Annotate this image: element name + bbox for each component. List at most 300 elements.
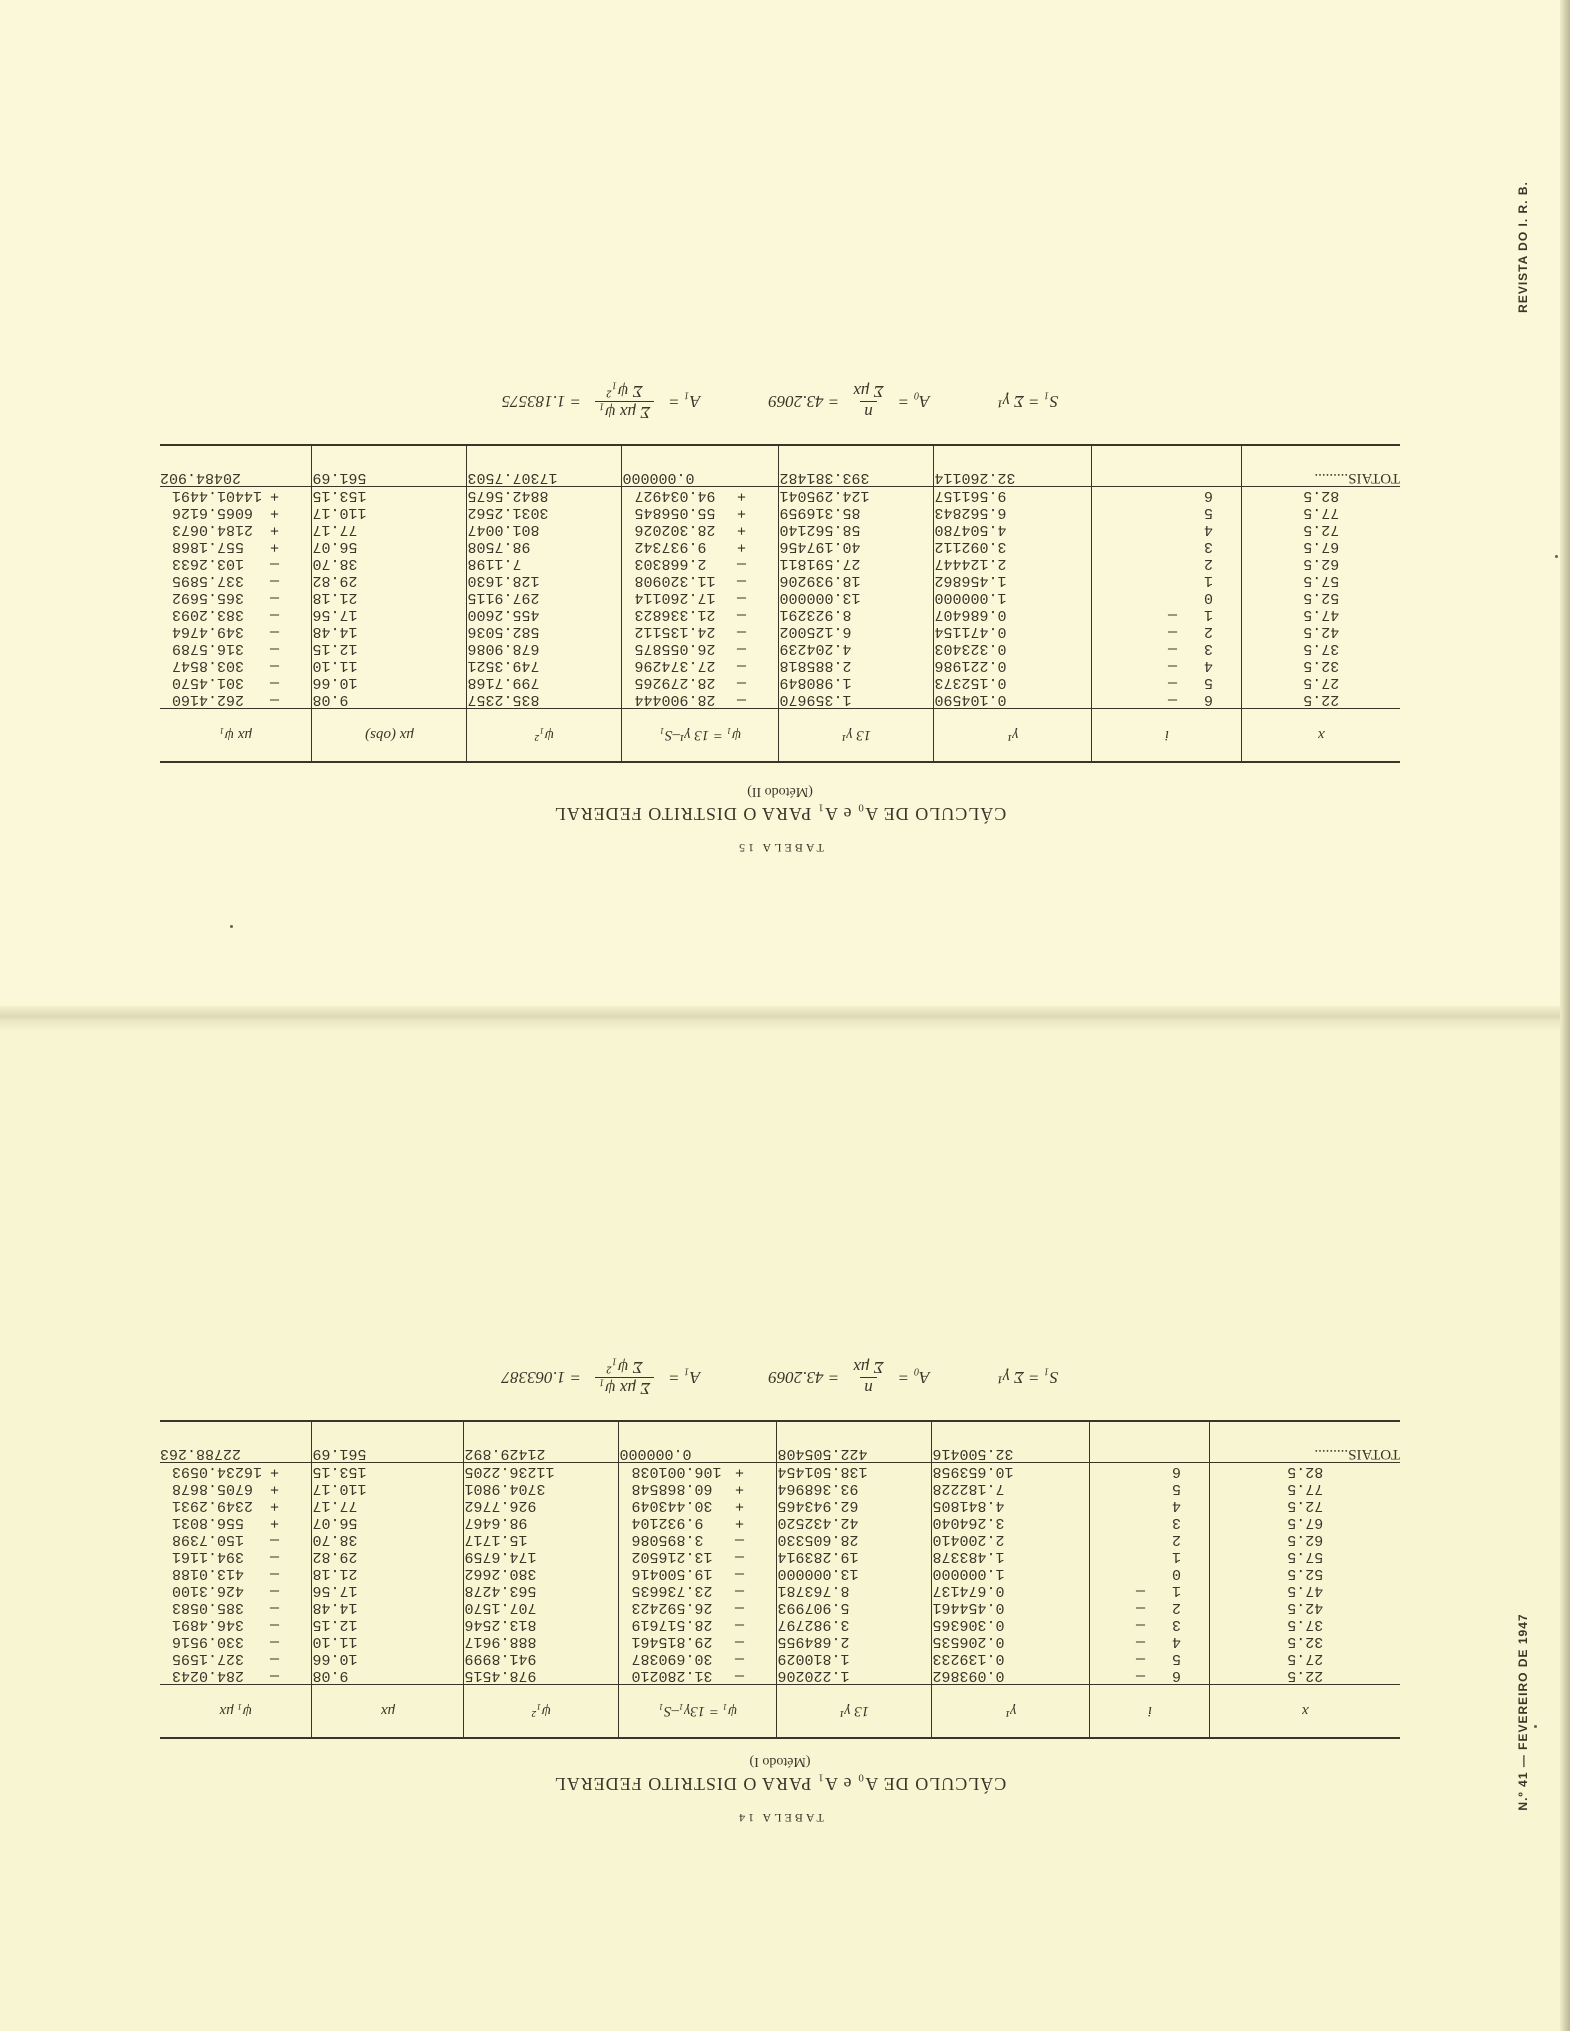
i-value: 6 — [1204, 487, 1214, 504]
sign-mark: — — [737, 589, 747, 606]
signed-value: 316.5789 — [172, 640, 245, 657]
i-cell — [1093, 487, 1242, 504]
signed-cell — [620, 1514, 777, 1531]
table-cell: 978.4515 — [464, 1667, 537, 1684]
a0-label: A₀ = — [897, 392, 930, 412]
i-value: 6 — [1172, 1667, 1182, 1684]
i-value: 2 — [1204, 555, 1214, 572]
column-header: ψ₁ μx — [160, 1685, 312, 1739]
column-header: i — [1092, 709, 1242, 763]
sign-mark: — — [735, 1531, 745, 1548]
table-cell: 13.000000 — [777, 1565, 859, 1582]
header-row — [160, 709, 1400, 763]
totals-empty-cell — [1092, 445, 1242, 487]
table-cell: 0.674137 — [932, 1582, 1005, 1599]
signed-cell — [160, 1633, 312, 1650]
signed-cell — [160, 1514, 312, 1531]
i-cell — [1091, 1497, 1210, 1514]
sign-mark: + — [737, 538, 747, 555]
i-cell — [1091, 1616, 1210, 1633]
psi2-column — [464, 1463, 619, 1685]
i-sign — [1166, 589, 1180, 606]
sign-mark: — — [270, 1667, 280, 1684]
signed-value: 17.260114 — [634, 589, 716, 606]
a1-value: = 1.183575 — [501, 392, 582, 412]
table-cell: 29.82 — [312, 1548, 358, 1565]
signed-cell — [160, 1531, 312, 1548]
table-cell: 77.5 — [1287, 1480, 1324, 1497]
table-cell: 0.104590 — [934, 691, 1007, 708]
i-sign — [1166, 521, 1180, 538]
table-cell: 835.2357 — [467, 691, 540, 708]
table-cell: 38.70 — [312, 555, 358, 572]
sign-mark: — — [735, 1582, 745, 1599]
table-cell: 297.9115 — [467, 589, 540, 606]
sign-mark: — — [735, 1616, 745, 1633]
table-cell: 2.684955 — [777, 1633, 850, 1650]
i-sign — [1166, 572, 1180, 589]
table-cell: 0.686407 — [934, 606, 1007, 623]
table-cell: 0.093862 — [932, 1667, 1005, 1684]
i-sign: — — [1168, 657, 1178, 674]
signed-cell — [620, 1650, 777, 1667]
a0-value: = 43.2069 — [768, 392, 840, 412]
signed-cell — [160, 1463, 312, 1480]
signed-value: 330.9516 — [172, 1633, 245, 1650]
table-cell: 11236.2205 — [464, 1463, 555, 1480]
x-column — [1242, 487, 1400, 709]
i-sign — [1166, 487, 1180, 504]
signed-cell — [160, 1667, 312, 1684]
table-cell: 941.8999 — [464, 1650, 537, 1667]
table-cell: 13.000000 — [779, 589, 861, 606]
sign-mark: + — [735, 1514, 745, 1531]
signed-cell — [623, 640, 779, 657]
i-value: 0 — [1204, 589, 1214, 606]
i-cell — [1091, 1565, 1210, 1582]
table-cell: 8842.5675 — [467, 487, 549, 504]
table-cell: 10.66 — [312, 1650, 358, 1667]
signed-cell — [160, 1650, 312, 1667]
x-column — [1210, 1463, 1400, 1685]
signed-value: 365.5692 — [172, 589, 245, 606]
i-value: 3 — [1172, 1616, 1182, 1633]
data-table — [160, 1420, 1400, 1739]
signed-value: 3.895086 — [631, 1531, 704, 1548]
signed-value: 106.001038 — [631, 1463, 722, 1480]
signed-cell — [160, 1480, 312, 1497]
signed-value: 31.280210 — [631, 1667, 713, 1684]
signed-cell — [620, 1497, 777, 1514]
i-sign — [1134, 1531, 1148, 1548]
totals-cell: 17307.7503 — [467, 445, 622, 487]
table-cell: 57.5 — [1287, 1548, 1324, 1565]
a0-numerator: n — [860, 401, 877, 422]
sign-mark: — — [737, 555, 747, 572]
table-cell: 8.763781 — [777, 1582, 850, 1599]
table-cell: 98.7508 — [467, 538, 531, 555]
table-cell: 82.5 — [1303, 487, 1340, 504]
signed-value: 385.0583 — [172, 1599, 245, 1616]
signed-cell — [623, 538, 779, 555]
signed-cell — [160, 1497, 312, 1514]
table-cell: 72.5 — [1303, 521, 1340, 538]
sign-mark: — — [270, 640, 280, 657]
sign-mark: + — [735, 1497, 745, 1514]
sign-mark: — — [270, 674, 280, 691]
table-cell: 6.125002 — [779, 623, 852, 640]
table-cell: 11.10 — [312, 657, 358, 674]
totals-cell: 21429.892 — [464, 1421, 619, 1463]
sign-mark: — — [270, 657, 280, 674]
sign-mark: — — [735, 1599, 745, 1616]
table-cell: 9.561157 — [934, 487, 1007, 504]
table-cell: 1.000000 — [932, 1565, 1005, 1582]
table-cell: 0.323403 — [934, 640, 1007, 657]
i-cell — [1093, 657, 1242, 674]
table-cell: 10.66 — [312, 674, 358, 691]
table-cell: 6.562843 — [934, 504, 1007, 521]
table-cell: 813.2546 — [464, 1616, 537, 1633]
signed-value: 94.034927 — [634, 487, 716, 504]
signed-cell — [623, 487, 779, 504]
table-cell: 22.5 — [1303, 691, 1340, 708]
sign-mark: — — [270, 572, 280, 589]
signed-value: 23.736635 — [631, 1582, 713, 1599]
a0-fraction — [853, 381, 883, 422]
header-row — [160, 1685, 1400, 1739]
sign-mark: — — [737, 623, 747, 640]
page-fold — [0, 1006, 1570, 1030]
column-header: μx (obs) — [312, 709, 467, 763]
signed-value: 327.1595 — [172, 1650, 245, 1667]
sign-mark: — — [735, 1548, 745, 1565]
sign-mark: + — [270, 521, 280, 538]
i-sign — [1134, 1463, 1148, 1480]
gamma13-column — [777, 1463, 932, 1685]
i-cell — [1093, 555, 1242, 572]
table-cell: 1.220206 — [777, 1667, 850, 1684]
i-sign: — — [1168, 674, 1178, 691]
totals-cell: 32.260114 — [934, 445, 1092, 487]
table-cell: 8.923291 — [779, 606, 852, 623]
table-cell: 85.316959 — [779, 504, 861, 521]
table-cell: 2.124447 — [934, 555, 1007, 572]
i-cell — [1093, 691, 1242, 708]
column-header: μx ψ₁ — [160, 709, 312, 763]
signed-cell — [160, 487, 312, 504]
column-header: μx — [312, 1685, 464, 1739]
table-cell: 0.454461 — [932, 1599, 1005, 1616]
table-cell: 62.5 — [1303, 555, 1340, 572]
table-cell: 47.5 — [1287, 1582, 1324, 1599]
table-cell: 27.591811 — [779, 555, 861, 572]
signed-value: 103.2633 — [172, 555, 245, 572]
table-cell: 28.605330 — [777, 1531, 859, 1548]
table-cell: 138.501454 — [777, 1463, 868, 1480]
signed-cell — [623, 589, 779, 606]
a0-value: = 43.2069 — [768, 1368, 840, 1388]
sign-mark: — — [270, 1582, 280, 1599]
totals-label: TOTAIS......... — [1242, 445, 1400, 487]
table-subtitle: (Método I) — [749, 1754, 811, 1769]
i-cell — [1093, 674, 1242, 691]
table-cell: 52.5 — [1287, 1565, 1324, 1582]
signed-value: 303.8547 — [172, 657, 245, 674]
column-header: γ¹ — [932, 1685, 1090, 1739]
table-cell: 77.5 — [1303, 504, 1340, 521]
sign-mark: + — [270, 1497, 280, 1514]
totals-cell: 32.500416 — [932, 1421, 1090, 1463]
i-sign: — — [1168, 691, 1178, 708]
product-column — [160, 487, 312, 709]
i-sign: — — [1136, 1616, 1146, 1633]
table-cell: 62.943465 — [777, 1497, 859, 1514]
sign-mark: + — [270, 1480, 280, 1497]
i-cell — [1093, 538, 1242, 555]
signed-cell — [620, 1582, 777, 1599]
sign-mark: + — [270, 487, 280, 504]
i-value: 2 — [1172, 1599, 1182, 1616]
sign-mark: — — [270, 1565, 280, 1582]
table-cell: 3.982797 — [777, 1616, 850, 1633]
signed-value: 28.517619 — [631, 1616, 713, 1633]
table-cell: 21.18 — [312, 1565, 358, 1582]
table-cell: 47.5 — [1303, 606, 1340, 623]
table-cell: 12.15 — [312, 640, 358, 657]
table-cell: 926.7762 — [464, 1497, 537, 1514]
sign-mark: + — [735, 1463, 745, 1480]
a0-label: A₀ = — [897, 1368, 930, 1388]
table-cell: 0.221986 — [934, 657, 1007, 674]
i-sign — [1166, 555, 1180, 572]
i-sign: — — [1168, 640, 1178, 657]
signed-cell — [160, 521, 312, 538]
signed-value: 28.900444 — [634, 691, 716, 708]
table-cell: 11.10 — [312, 1633, 358, 1650]
table-cell: 27.5 — [1287, 1650, 1324, 1667]
table-cell: 0.152373 — [934, 674, 1007, 691]
table-cell: 678.9086 — [467, 640, 540, 657]
signed-value: 13.216502 — [631, 1548, 713, 1565]
i-value: 3 — [1204, 538, 1214, 555]
paper-speck — [1534, 1725, 1537, 1728]
table-cell: 37.5 — [1287, 1616, 1324, 1633]
table-cell: 1.980849 — [779, 674, 852, 691]
table-cell: 62.5 — [1287, 1531, 1324, 1548]
a1-value: = 1.063387 — [501, 1368, 582, 1388]
signed-value: 55.056845 — [634, 504, 716, 521]
a1-fraction — [595, 1357, 654, 1398]
signed-value: 383.2093 — [172, 606, 245, 623]
sign-mark: — — [270, 1599, 280, 1616]
mu-column — [312, 487, 467, 709]
i-cell — [1093, 504, 1242, 521]
table-cell: 124.295041 — [779, 487, 870, 504]
sign-mark: — — [270, 555, 280, 572]
table-cell: 3704.9801 — [464, 1480, 546, 1497]
table-cell: 37.5 — [1303, 640, 1340, 657]
signed-cell — [623, 606, 779, 623]
signed-value: 28.279265 — [634, 674, 716, 691]
table-cell: 38.70 — [312, 1531, 358, 1548]
sign-mark: — — [270, 1650, 280, 1667]
column-header: ψ₁ = 13 γ¹–S₁ — [622, 709, 779, 763]
sign-mark: — — [270, 1633, 280, 1650]
table-cell: 455.2600 — [467, 606, 540, 623]
i-cell — [1093, 521, 1242, 538]
signed-cell — [620, 1480, 777, 1497]
signed-value: 2349.2931 — [172, 1497, 254, 1514]
table-cell: 56.07 — [312, 538, 358, 555]
signed-value: 346.4891 — [172, 1616, 245, 1633]
signed-cell — [160, 555, 312, 572]
mu-column — [312, 1463, 464, 1685]
table-cell: 98.6467 — [464, 1514, 528, 1531]
signed-cell — [160, 640, 312, 657]
signed-cell — [160, 674, 312, 691]
signed-value: 28.302026 — [634, 521, 716, 538]
signed-cell — [620, 1531, 777, 1548]
signed-cell — [623, 555, 779, 572]
i-column — [1090, 1463, 1210, 1685]
gamma-column — [934, 487, 1092, 709]
sign-mark: + — [735, 1480, 745, 1497]
sign-mark: + — [737, 487, 747, 504]
i-sign: — — [1136, 1650, 1146, 1667]
table-caption: TABELA 14 — [736, 1811, 824, 1825]
signed-cell — [160, 657, 312, 674]
s1-formula: S₁ = Σ γ¹ — [997, 1368, 1059, 1388]
sign-mark: — — [737, 606, 747, 623]
signed-cell — [620, 1633, 777, 1650]
table-cell: 18.939206 — [779, 572, 861, 589]
table-15-panel — [160, 205, 1400, 855]
totals-label: TOTAIS......... — [1210, 1421, 1400, 1463]
column-header: x — [1210, 1685, 1400, 1739]
i-value: 1 — [1204, 606, 1214, 623]
signed-cell — [620, 1599, 777, 1616]
table-cell: 0.139233 — [932, 1650, 1005, 1667]
i-sign: — — [1136, 1599, 1146, 1616]
gamma-column — [932, 1463, 1090, 1685]
signed-value: 16234.0593 — [172, 1463, 263, 1480]
i-column — [1092, 487, 1242, 709]
table-cell: 4.504780 — [934, 521, 1007, 538]
totals-cell: 393.381482 — [779, 445, 934, 487]
signed-cell — [620, 1548, 777, 1565]
sign-mark: — — [737, 657, 747, 674]
table-cell: 128.1630 — [467, 572, 540, 589]
table-cell: 1.000000 — [934, 589, 1007, 606]
signed-value: 284.0243 — [172, 1667, 245, 1684]
table-cell: 21.18 — [312, 589, 358, 606]
signed-value: 26.592423 — [631, 1599, 713, 1616]
signed-cell — [160, 589, 312, 606]
signed-value: 349.4764 — [172, 623, 245, 640]
sign-mark: — — [270, 589, 280, 606]
table-cell: 3.264040 — [932, 1514, 1005, 1531]
totals-row — [160, 445, 1400, 487]
signed-cell — [160, 1582, 312, 1599]
signed-value: 2184.0673 — [172, 521, 254, 538]
page-edge-shadow — [1560, 0, 1570, 2031]
totals-cell: 20484.902 — [160, 445, 312, 487]
signed-value: 27.374296 — [634, 657, 716, 674]
table-cell: 9.08 — [312, 1667, 349, 1684]
signed-value: 337.5895 — [172, 572, 245, 589]
sign-mark: + — [737, 521, 747, 538]
i-cell — [1093, 572, 1242, 589]
signed-cell — [623, 657, 779, 674]
i-value: 5 — [1204, 674, 1214, 691]
signed-cell — [160, 1616, 312, 1633]
i-sign: — — [1136, 1582, 1146, 1599]
i-cell — [1091, 1514, 1210, 1531]
i-sign: — — [1168, 606, 1178, 623]
column-header: ψ₁² — [464, 1685, 619, 1739]
i-sign — [1134, 1565, 1148, 1582]
i-value: 4 — [1204, 657, 1214, 674]
formula-line — [160, 1357, 1400, 1398]
table-cell: 93.368964 — [777, 1480, 859, 1497]
table-cell: 0.471154 — [934, 623, 1007, 640]
column-header: ψ₁² — [467, 709, 622, 763]
psi-column — [619, 1463, 777, 1685]
folio: N.º 41 — FEVEREIRO DE 1947 — [1516, 1613, 1530, 1811]
i-value: 2 — [1172, 1531, 1182, 1548]
i-cell — [1093, 623, 1242, 640]
table-cell: 17.56 — [312, 606, 358, 623]
s1-formula: S₁ = Σ γ¹ — [997, 392, 1059, 412]
table-cell: 153.15 — [312, 1463, 367, 1480]
i-sign: — — [1136, 1667, 1146, 1684]
i-cell — [1091, 1531, 1210, 1548]
signed-cell — [623, 504, 779, 521]
signed-cell — [160, 1548, 312, 1565]
table-cell: 0.206535 — [932, 1633, 1005, 1650]
sign-mark: — — [737, 691, 747, 708]
i-cell — [1091, 1650, 1210, 1667]
column-header: ψ₁ = 13γ₁–S₁ — [619, 1685, 777, 1739]
signed-value: 6705.8678 — [172, 1480, 254, 1497]
i-value: 6 — [1204, 691, 1214, 708]
signed-value: 9.932104 — [631, 1514, 704, 1531]
signed-cell — [620, 1463, 777, 1480]
i-cell — [1091, 1480, 1210, 1497]
signed-cell — [160, 606, 312, 623]
a1-numerator: Σ μx ψ₁ — [595, 401, 654, 422]
signed-value: 60.868548 — [631, 1480, 713, 1497]
i-value: 4 — [1172, 1633, 1182, 1650]
sign-mark: + — [737, 504, 747, 521]
a1-denominator: Σ ψ₁² — [606, 1358, 643, 1377]
sign-mark: — — [270, 1616, 280, 1633]
totals-cell: 561.69 — [312, 445, 467, 487]
signed-cell — [620, 1667, 777, 1684]
signed-cell — [620, 1565, 777, 1582]
table-cell: 42.432520 — [777, 1514, 859, 1531]
table-cell: 29.82 — [312, 572, 358, 589]
a0-fraction — [853, 1357, 883, 1398]
column-header: 13 γ¹ — [777, 1685, 932, 1739]
column-header: 13 γ¹ — [779, 709, 934, 763]
table-cell: 32.5 — [1287, 1633, 1324, 1650]
column-header: γ¹ — [934, 709, 1092, 763]
i-sign: — — [1136, 1633, 1146, 1650]
table-cell: 110.17 — [312, 1480, 367, 1497]
sign-mark: — — [737, 640, 747, 657]
